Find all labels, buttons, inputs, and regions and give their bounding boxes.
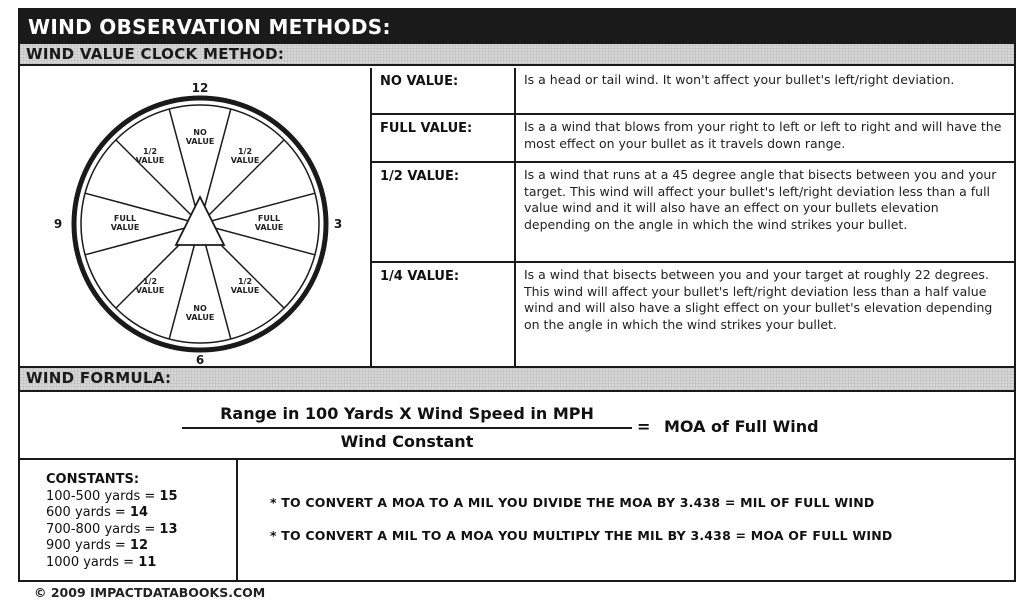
value-term: NO VALUE: [372, 68, 516, 113]
value-row [372, 163, 1016, 263]
value-term: 1/4 VALUE: [372, 263, 516, 366]
value-description: Is a wind that bisects between you and your target at roughly 22 degrees. This wind will affect your bullet's left/right deviation less than a half value wind and will also have a slight effect on your bullet's elevation depending on the angle in which the wind strikes your bullet. [524, 267, 993, 332]
value-row [372, 68, 1016, 115]
segment-bottom-line2: VALUE [185, 313, 215, 322]
formula-equals: = [637, 417, 651, 436]
value-description: Is a a wind that blows from your right to left or left to right and will have the most effect on your bullet as it travels down range. [524, 119, 1002, 151]
constant-item: 100-500 yards = 15 [46, 488, 178, 504]
wind-clock-svg [20, 68, 370, 366]
segment-top-left-line1: 1/2 [142, 147, 158, 156]
formula-denominator: Wind Constant [340, 432, 474, 451]
hour-3-label: 3 [333, 217, 343, 231]
conversion-note-mil-to-moa: * TO CONVERT A MIL TO A MOA YOU MULTIPLY THE MIL BY 3.438 = MOA OF FULL WIND [270, 528, 893, 543]
main-title: WIND OBSERVATION METHODS: [20, 10, 1014, 44]
value-term: 1/2 VALUE: [372, 163, 516, 261]
value-term: FULL VALUE: [372, 115, 516, 161]
segment-bottom-right-line2: VALUE [230, 286, 260, 295]
segment-top-right-line2: VALUE [230, 156, 260, 165]
reference-card [18, 8, 1016, 582]
value-row [372, 263, 1016, 366]
segment-left-line2: VALUE [110, 223, 140, 232]
constants-list [20, 460, 238, 580]
conversion-note-moa-to-mil: * TO CONVERT A MOA TO A MIL YOU DIVIDE THE MOA BY 3.438 = MIL OF FULL WIND [270, 495, 875, 510]
value-description: Is a head or tail wind. It won't affect your bullet's left/right deviation. [524, 72, 955, 87]
segment-top-line2: VALUE [185, 137, 215, 146]
clock-section-heading: WIND VALUE CLOCK METHOD: [20, 42, 1014, 66]
segment-bottom-line1: NO [193, 304, 207, 313]
hour-6-label: 6 [195, 353, 205, 366]
conversion-notes [238, 460, 1016, 580]
constant-item: 900 yards = 12 [46, 538, 148, 553]
formula-numerator: Range in 100 Yards X Wind Speed in MPH [220, 404, 594, 423]
hour-9-label: 9 [53, 217, 63, 231]
value-row [372, 115, 1016, 163]
segment-top-left-line2: VALUE [135, 156, 165, 165]
copyright: © 2009 IMPACTDATABOOKS.COM [34, 585, 266, 600]
constants-title: CONSTANTS: [46, 472, 140, 487]
constant-item: 600 yards = 14 [46, 505, 148, 520]
wind-formula [20, 392, 1014, 460]
segment-right-line1: FULL [257, 214, 281, 223]
segment-bottom-right-line1: 1/2 [237, 277, 253, 286]
segment-bottom-left-line2: VALUE [135, 286, 165, 295]
constant-item: 1000 yards = 11 [46, 554, 157, 570]
segment-top-right-line1: 1/2 [237, 147, 253, 156]
segment-bottom-left-line1: 1/2 [142, 277, 158, 286]
constant-item: 700-800 yards = 13 [46, 521, 178, 537]
fraction-bar [182, 427, 632, 429]
hour-12-label: 12 [191, 81, 209, 95]
formula-result: MOA of Full Wind [664, 417, 819, 436]
wind-clock-diagram [20, 68, 372, 366]
wind-value-table [372, 68, 1016, 366]
formula-section-heading: WIND FORMULA: [20, 366, 1014, 392]
segment-left-line1: FULL [113, 214, 137, 223]
value-description: Is a wind that runs at a 45 degree angle that bisects between you and your target. This wind will affect your bullet's left/right deviation less than a full value wind and it will also have an effect on your bullets elevation depending on the angle in which the wind strikes your bullet. [524, 167, 997, 232]
segment-right-line2: VALUE [254, 223, 284, 232]
segment-top-line1: NO [193, 128, 207, 137]
